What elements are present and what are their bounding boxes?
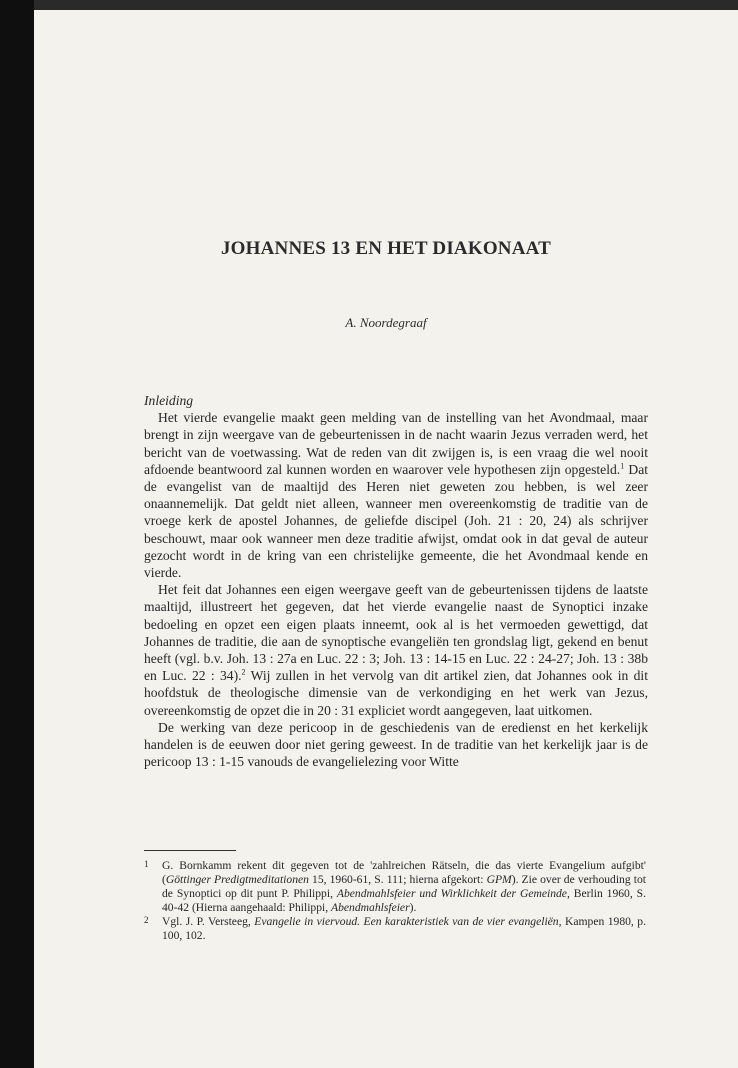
footnote-ref-1: 1 — [620, 461, 625, 471]
paragraph-2: Het feit dat Johannes een eigen weergave geeft van de gebeurtenissen tijdens de laatste maaltijd, illustreert het gegeven, dat het vierde evangelie naast de Synoptici inzake bedoeling en opzet een eigen plaats inneemt, ook al is het vermoeden gewettigd, dat Johannes de traditie, die aan de synoptische evangeliën ten grondslag ligt, gekend en benut heeft (vgl. b.v. Joh. 13 : 27a en Luc. 22 : 3; Joh. 13 : 14-15 en Luc. 22 : 24-27; Joh. 13 : 38b en Luc. 22 : 34).$^2$ Wij zullen in het vervolg van dit artikel zien, dat Johannes ook in dit hoofdstuk de theologische dimensie van de verkondiging en het werk van Jezus, overeenkomstig de opzet die in 20 : 31 expliciet wordt aangegeven, laat uitkomen. — [144, 582, 648, 718]
footnote-1: 1 G. Bornkamm rekent dit gegeven tot de 'zahlreichen Rätseln, die das vierte Evangelium aufgibt' (Göttinger Predigtmeditationen 15, 1960-61, S. 111; hierna afgekort: GPM). Zie over de verhouding tot de Synoptici op dit punt P. Philippi, Abendmahlsfeier und Wirklichkeit der Gemeinde, Berlin 1960, S. 40-42 (Hierna aangehaald: Philippi, Abendmahlsfeier). — [144, 859, 646, 914]
footnote-2: 2 Vgl. J. P. Versteeg, Evangelie in viervoud. Een karakteristiek van de vier evangeliën, Kampen 1980, p. 100, 102. — [144, 915, 646, 942]
section-heading: Inleiding — [144, 393, 194, 408]
article-body — [144, 392, 648, 770]
footnote-divider — [144, 850, 236, 851]
paragraph-3: De werking van deze pericoop in de geschiedenis van de eredienst en het kerkelijk handelen is de eeuwen door niet gering geweest. In de traditie van het kerkelijk jaar is de pericoop 13 : 1-15 vanouds de evangelielezing voor Witte — [144, 719, 648, 770]
scan-border-top — [34, 0, 738, 10]
footnote-ref-2: 2 — [241, 667, 246, 677]
article-author: A. Noordegraaf — [345, 315, 427, 330]
footnotes — [144, 859, 646, 943]
scan-border-left — [0, 0, 34, 1068]
paragraph-1: Het vierde evangelie maakt geen melding van de instelling van het Avondmaal, maar brengt in zijn weergave van de gebeurtenissen in de nacht waarin Jezus verraden werd, het bericht van de voetwassing. Wat de reden van dit zwijgen is, is een vraag die wel nooit afdoende beantwoord zal kunnen worden en waarover vele hypothesen zijn opgesteld.$^1$ Dat de evangelist van de maaltijd des Heren niet geweten zou hebben, is wel zeer onaannemelijk. Dat geldt niet alleen, wanneer men overeenkomstig de traditie van de vroege kerk de apostel Johannes, de geliefde discipel (Joh. 21 : 20, 24) als schrijver beschouwt, maar ook wanneer men deze traditie afwijst, omdat ook in dat geval de auteur gezocht wordt in de kring van een christelijke gemeente, die het Avondmaal kende en vierde. — [144, 410, 649, 581]
article-title: JOHANNES 13 EN HET DIAKONAAT — [220, 238, 552, 259]
